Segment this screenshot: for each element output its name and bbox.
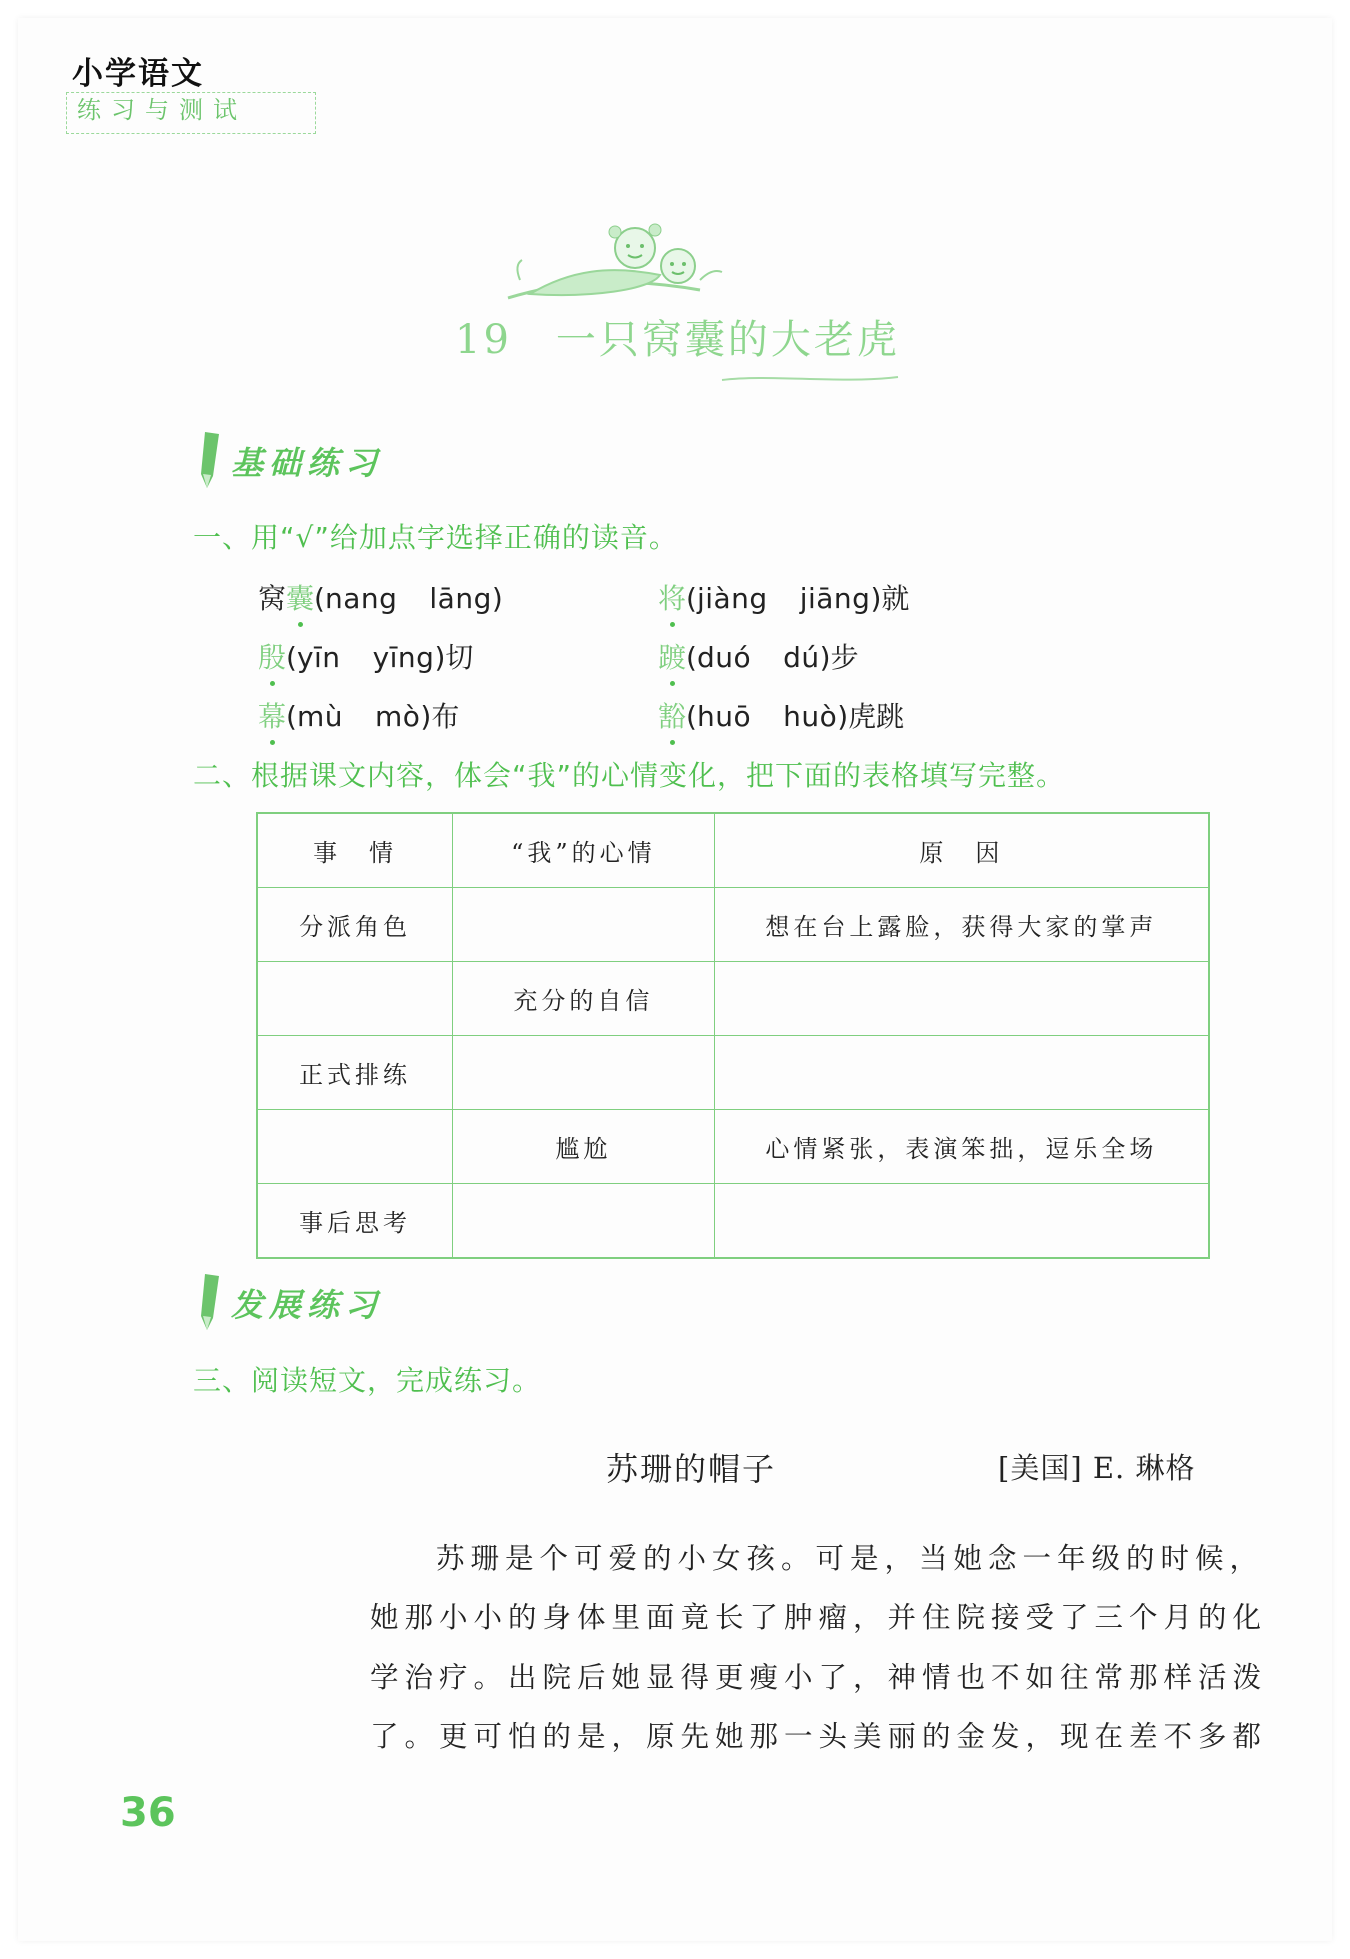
dotted-char: 将 xyxy=(658,582,687,615)
pencil-icon xyxy=(195,1270,225,1332)
pinyin-option-2[interactable]: huò xyxy=(783,700,838,733)
table-header: “我”的心情 xyxy=(453,813,715,888)
question-3-text: 三、阅读短文，完成练习。 xyxy=(193,1364,542,1397)
pencil-icon xyxy=(195,428,225,490)
question-1-text: 一、用“√”给加点字选择正确的读音。 xyxy=(193,521,678,554)
pinyin-option-1[interactable]: huō xyxy=(696,700,752,733)
title-underline xyxy=(720,372,900,386)
book-subtitle: 练习与测试 xyxy=(66,92,316,134)
table-cell: 正式排练 xyxy=(257,1036,453,1110)
table-cell-blank[interactable] xyxy=(257,962,453,1036)
pinyin-option-2[interactable]: yīng xyxy=(372,641,435,674)
pinyin-item-suffix: 虎跳 xyxy=(848,700,905,733)
pinyin-option-2[interactable]: dú xyxy=(783,641,820,674)
table-cell: 充分的自信 xyxy=(453,962,715,1036)
table-cell: 分派角色 xyxy=(257,888,453,962)
table-cell-blank[interactable] xyxy=(453,1184,715,1259)
pinyin-option-2[interactable]: lāng xyxy=(429,582,492,615)
paragraph-line: 学治疗。出院后她显得更瘦小了，神情也不如往常那样活泼 xyxy=(370,1661,1268,1694)
dotted-char: 殷 xyxy=(258,641,287,674)
table-cell-blank[interactable] xyxy=(714,962,1209,1036)
section-basic-label: 基础练习 xyxy=(231,444,384,482)
pinyin-item-6: 豁(huō huò)虎跳 xyxy=(658,700,905,733)
table-cell: 事后思考 xyxy=(257,1184,453,1259)
table-cell-blank[interactable] xyxy=(453,888,715,962)
pinyin-item-5: 幕(mù mò)布 xyxy=(258,700,460,733)
table-cell-blank[interactable] xyxy=(453,1036,715,1110)
pinyin-option-1[interactable]: jiàng xyxy=(696,582,768,615)
pinyin-option-2[interactable]: jiāng xyxy=(799,582,871,615)
children-mascot-illustration xyxy=(500,220,730,320)
dotted-char: 豁 xyxy=(658,700,687,733)
table-row xyxy=(257,888,1209,962)
dotted-char: 踱 xyxy=(658,641,687,674)
table-cell-blank[interactable] xyxy=(714,1036,1209,1110)
mood-table xyxy=(256,812,1210,1259)
table-header: 原 因 xyxy=(714,813,1209,888)
pinyin-item-prefix: 窝 xyxy=(258,582,287,615)
dotted-char: 囊 xyxy=(286,582,315,615)
pinyin-item-suffix: 布 xyxy=(431,700,460,733)
paragraph-line: 她那小小的身体里面竟长了肿瘤，并住院接受了三个月的化 xyxy=(370,1601,1268,1634)
table-cell: 想在台上露脸，获得大家的掌声 xyxy=(714,888,1209,962)
paragraph-line: 了。更可怕的是，原先她那一头美丽的金发，现在差不多都 xyxy=(370,1720,1268,1753)
book-title: 小学语文 xyxy=(72,56,204,92)
table-header-row xyxy=(257,813,1209,888)
pinyin-item-1: 窝囊(nang lāng) xyxy=(258,582,503,615)
table-cell: 心情紧张，表演笨拙，逗乐全场 xyxy=(714,1110,1209,1184)
pinyin-option-2[interactable]: mò xyxy=(374,700,421,733)
table-cell-blank[interactable] xyxy=(257,1110,453,1184)
table-row xyxy=(257,1184,1209,1259)
section-develop-label: 发展练习 xyxy=(231,1286,384,1324)
reading-author: [美国] E. 琳格 xyxy=(998,1451,1196,1485)
lesson-title xyxy=(455,308,900,365)
pinyin-item-suffix: 就 xyxy=(881,582,910,615)
table-row xyxy=(257,1110,1209,1184)
pinyin-option-1[interactable]: yīn xyxy=(296,641,341,674)
pinyin-item-4: 踱(duó dú)步 xyxy=(658,641,859,674)
lesson-name: 一只窝囊的大老虎 xyxy=(555,317,900,363)
pinyin-item-2: 将(jiàng jiāng)就 xyxy=(658,582,910,615)
pinyin-item-suffix: 步 xyxy=(830,641,859,674)
paragraph-line: 苏珊是个可爱的小女孩。可是，当她念一年级的时候， xyxy=(436,1542,1265,1575)
pinyin-option-1[interactable]: duó xyxy=(696,641,752,674)
pinyin-item-3: 殷(yīn yīng)切 xyxy=(258,641,474,674)
pinyin-option-1[interactable]: nang xyxy=(324,582,398,615)
table-row xyxy=(257,962,1209,1036)
table-header: 事 情 xyxy=(257,813,453,888)
reading-title: 苏珊的帽子 xyxy=(606,1450,777,1488)
pinyin-item-suffix: 切 xyxy=(445,641,474,674)
table-row xyxy=(257,1036,1209,1110)
pinyin-option-1[interactable]: mù xyxy=(296,700,343,733)
table-cell: 尴尬 xyxy=(453,1110,715,1184)
page-number: 36 xyxy=(120,1790,176,1836)
lesson-number: 19 xyxy=(455,317,512,363)
question-2-text: 二、根据课文内容，体会“我”的心情变化，把下面的表格填写完整。 xyxy=(193,759,1066,792)
dotted-char: 幕 xyxy=(258,700,287,733)
table-cell-blank[interactable] xyxy=(714,1184,1209,1259)
